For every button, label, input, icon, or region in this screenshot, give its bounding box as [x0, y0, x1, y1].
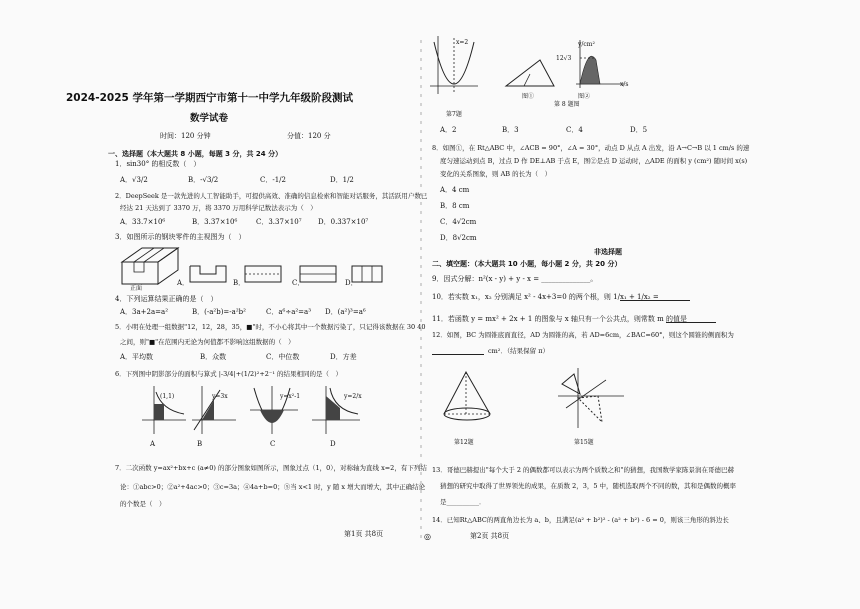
q7-figure-caption: 第7题 — [446, 111, 462, 118]
q6-label-a: A — [150, 440, 156, 448]
q12-line1: 12．如图，BC 为圆锥底面直径，AD 为圆锥的高，若 AD=6cm，∠BAC=60°，则这个圆锥的侧面积为 — [432, 331, 734, 339]
q7-option-b: B．3 — [502, 126, 519, 134]
q3-front-label: 正面 — [130, 285, 143, 292]
q14-text: 14．已知Rt△ABC的两直角边长为 a、b，且满足(a² + b²)² - (a² + b²) - 6 = 0，则该三角形的斜边长 — [432, 516, 729, 524]
q10-answer-blank[interactable] — [620, 300, 690, 301]
q8-triangle-figure — [504, 56, 558, 92]
q12-answer-blank[interactable] — [432, 354, 484, 355]
exam-title: 2024-2025 学年第一学期西宁市第十一中学九年级阶段测试 — [66, 92, 353, 104]
section-heading: 一、选择题（本大题共 8 小题，每题 3 分，共 24 分） — [108, 150, 283, 158]
q2-line2: 经达 21 天达到了 3370 万，将 3370 万用科学记数法表示为（ ） — [120, 204, 317, 212]
q6-graph-b-eq: y=3x — [212, 393, 228, 400]
q7-option-d: D．5 — [630, 126, 648, 134]
q13-line1: 13．哥德巴赫提出"每个大于 2 的偶数都可以表示为两个质数之和"的猜想，我国数学家陈景润在哥德巴赫 — [432, 466, 735, 474]
q2-option-b: B．3.37×10⁶ — [192, 218, 238, 226]
exam-subtitle: 数学试卷 — [190, 113, 229, 124]
q9-text: 9．因式分解：n²(x - y) + y - x = ______________。 — [432, 275, 598, 283]
q1-option-a: A．√3/2 — [120, 176, 148, 184]
binding-hole-icon: ◎ — [424, 532, 431, 541]
q8-y-axis-label: y/cm² — [578, 41, 595, 48]
q8-option-a: A．4 cm — [440, 186, 470, 194]
q12-figure-caption: 第12题 — [454, 439, 474, 446]
footer-right-page: 第2页 共8页 — [470, 532, 510, 540]
q7-option-c: C．4 — [566, 126, 583, 134]
q3-option-b-figure — [245, 262, 285, 284]
q4-option-a: A．3a+2a=a² — [120, 308, 169, 316]
q5-line2: 之间，则"■"在范围内无论为何值都不影响这组数据的（ ） — [120, 338, 295, 346]
q10-text: 10．若实数 x₁，x₂ 分别满足 x² - 4x+3=0 的两个根，则 1/x₁ + 1/x₂ = — [432, 293, 659, 301]
q2-option-c: C．3.37×10⁷ — [256, 218, 302, 226]
q5-option-a: A．平均数 — [120, 353, 154, 361]
q8-option-b: B．8 cm — [440, 202, 470, 210]
q4-option-d: D．(a²)³=a⁶ — [325, 308, 366, 316]
q2-line1: 2．DeepSeek 是一款先进的人工智能助手，可提供高效、准确的信息检索和智能对话服务，其活跃用户数已 — [115, 192, 428, 200]
q8-y-value: 12√3 — [556, 55, 572, 62]
q5-option-c: C．中位数 — [266, 353, 300, 361]
q8-line1: 8．如图①，在 Rt△ABC 中，∠ACB = 90°，∠A = 30°，动点 D 从点 A 出发，沿 A→C→B 以 1 cm/s 的速 — [432, 144, 750, 152]
q3-option-c-figure — [300, 262, 340, 284]
q8-x-axis-label: x/s — [620, 81, 629, 88]
q8-line3: 变化的关系图象，则 AB 的长为（ ） — [440, 170, 552, 178]
q15-figure-caption: 第15题 — [574, 439, 594, 446]
q8-fig1-label: 图① — [522, 93, 535, 100]
q13-line3: 是__________． — [440, 498, 486, 506]
q5-option-d: D．方差 — [330, 353, 357, 361]
q8-option-d: D．8√2cm — [440, 234, 477, 242]
non-choice-heading: 非选择题 — [594, 248, 622, 256]
q3-option-c: C． — [292, 279, 305, 287]
footer-left-page: 第1页 共8页 — [344, 530, 384, 538]
q4-option-c: C．a⁶÷a²=a³ — [266, 308, 312, 316]
q5-option-b: B．众数 — [200, 353, 227, 361]
q2-option-a: A．33.7×10⁶ — [120, 218, 166, 226]
q6-stem: 6．下列图中阴影部分的面积与算式 |-3/4|+(1/2)²+2⁻¹ 的结果相同的是（ ） — [115, 370, 343, 378]
q1-option-c: C．-1/2 — [260, 176, 286, 184]
exam-score: 分值：120 分 — [287, 132, 331, 140]
q8-option-c: C．4√2cm — [440, 218, 477, 226]
q3-stem: 3．如图所示的钢块零件的主视图为（ ） — [115, 233, 246, 241]
q7-line1: 7．二次函数 y=ax²+bx+c (a≠0) 的部分图象如图所示，图象过点（1，0），对称轴为直线 x=2，有下列结 — [115, 464, 427, 472]
q2-option-d: D．0.337×10⁷ — [318, 218, 369, 226]
q6-graph-d-eq: y=2/x — [344, 393, 362, 400]
binding-line — [418, 40, 424, 540]
q12-cone-figure — [438, 370, 498, 430]
q6-label-c: C — [270, 440, 276, 448]
q7-option-a: A．2 — [440, 126, 457, 134]
q1-option-b: B．-√3/2 — [188, 176, 219, 184]
q7-line2: 论：①abc>0；②a²+4ac>0；③c=3a；④4a+b=0；⑤当 x<1 时，y 随 x 增大而增大，其中正确结论 — [120, 483, 426, 491]
q12-line2: cm²．（结果保留 π） — [488, 347, 549, 355]
q8-fig2-label: 图② — [578, 93, 591, 100]
q5-line1: 5．小明在处理一组数据"12，12，28，35，■"时，不小心将其中一个数据污染了，只记得该数据在 30 40 — [115, 323, 426, 331]
q8-figure-caption: 第 8 题图 — [554, 101, 580, 108]
q6-graph-c-eq: y=x²-1 — [280, 393, 301, 400]
q3-option-d-figure — [352, 262, 386, 284]
q3-option-b: B． — [233, 279, 246, 287]
q7-line3: 的个数是（ ） — [120, 500, 166, 508]
q6-label-d: D — [330, 440, 336, 448]
q4-option-b: B．(-a²b)=-a²b² — [192, 308, 246, 316]
q4-stem: 4．下列运算结果正确的是（ ） — [115, 295, 218, 303]
q8-area-graph — [566, 38, 629, 90]
q11-text: 11．若函数 y = mx² + 2x + 1 的图象与 x 轴只有一个公共点，则常数 m 的值是 — [432, 315, 687, 323]
q3-option-a: A． — [177, 279, 190, 287]
q1-stem: 1．sin30° 的相反数（ ） — [115, 160, 201, 168]
exam-time: 时间：120 分钟 — [160, 132, 211, 140]
q15-coordinate-figure — [556, 368, 626, 430]
q8-line2: 度匀速运动到点 B，过点 D 作 DE⊥AB 于点 E，图②是点 D 运动时，△ADE 的面积 y (cm²) 随时间 x(s) — [440, 157, 748, 165]
q13-line2: 猜想的研究中取得了世界领先的成果，在质数 2，3，5 中，随机选取两个不同的数，其和是偶数的概率 — [440, 482, 737, 490]
q7-parabola-figure — [430, 36, 480, 96]
q6-label-b: B — [197, 440, 203, 448]
q7-axis-label: x=2 — [456, 39, 469, 46]
fill-blank-heading: 二、填空题：（本大题共 10 小题，每小题 2 分，共 20 分） — [432, 260, 622, 268]
q11-answer-blank[interactable] — [666, 322, 716, 323]
q3-option-d: D． — [345, 279, 358, 287]
q3-option-a-figure — [190, 262, 228, 284]
q1-option-d: D．1/2 — [330, 176, 354, 184]
q6-graph-a-point: (1,1) — [160, 393, 175, 400]
